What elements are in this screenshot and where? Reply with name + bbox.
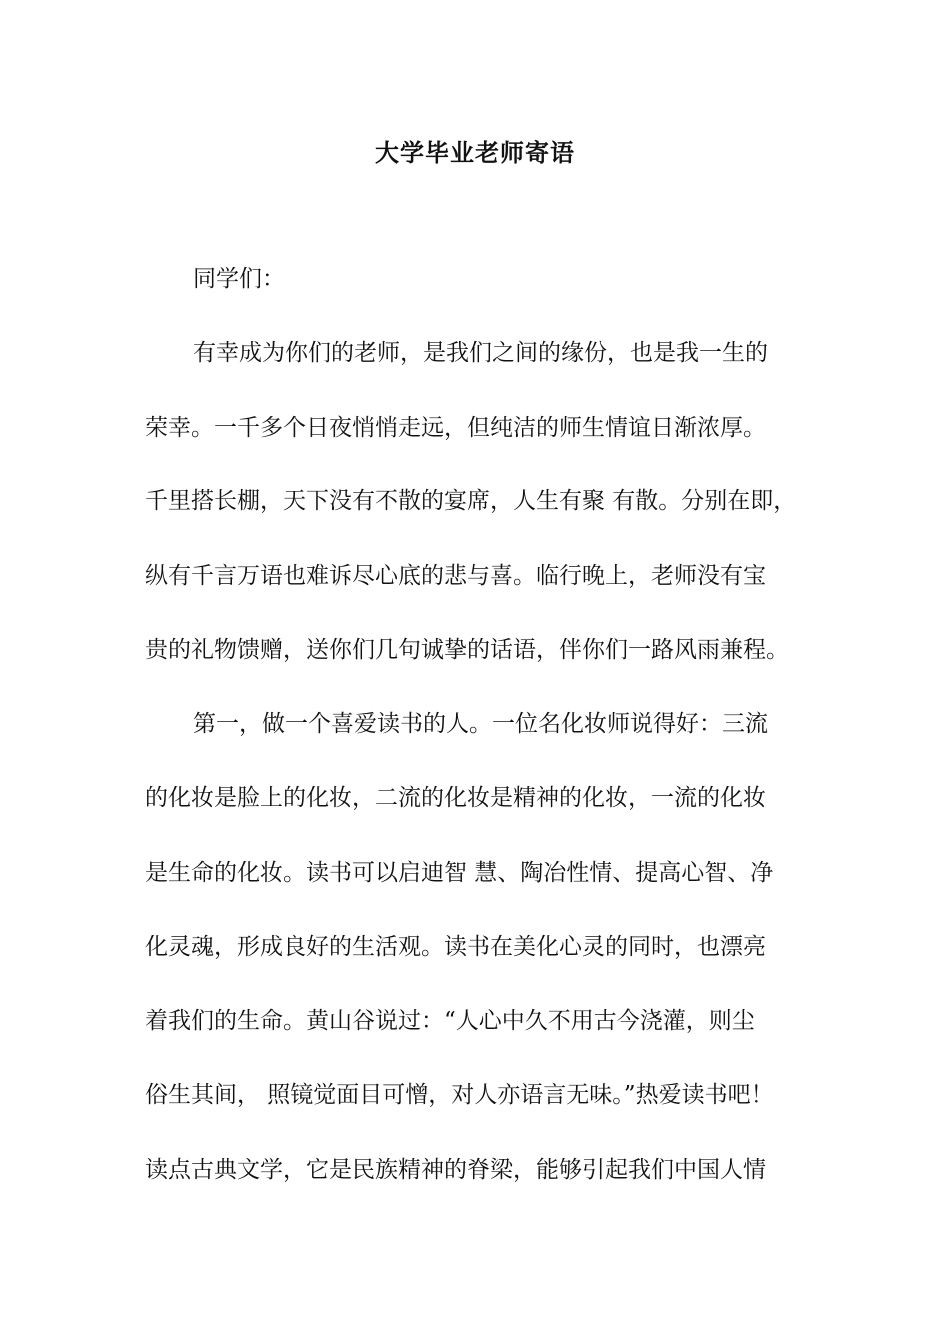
paragraph-2-line-1: 第一，做一个喜爱读书的人。一位名化妆师说得好：三流	[193, 711, 768, 737]
greeting-line: 同学们：	[193, 266, 285, 292]
document-title: 大学毕业老师寄语	[375, 138, 575, 167]
paragraph-1-line-2: 荣幸。一千多个日夜悄悄走远，但纯洁的师生情谊日渐浓厚。	[145, 415, 766, 441]
paragraph-2-line-2: 的化妆是脸上的化妆，二流的化妆是精神的化妆，一流的化妆	[145, 785, 766, 811]
paragraph-1-line-3: 千里搭长棚，天下没有不散的宴席，人生有聚 有散。分别在即，	[145, 488, 797, 514]
paragraph-1-line-4: 纵有千言万语也难诉尽心底的悲与喜。临行晚上，老师没有宝	[145, 563, 766, 589]
paragraph-2-line-6: 俗生其间， 照镜觉面目可憎，对人亦语言无味。”热爱读书吧！	[145, 1082, 774, 1108]
paragraph-1-line-1: 有幸成为你们的老师，是我们之间的缘份，也是我一生的	[193, 340, 768, 366]
paragraph-1-line-5: 贵的礼物馈赠，送你们几句诚挚的话语，伴你们一路风雨兼程。	[145, 637, 789, 663]
paragraph-2-line-3: 是生命的化妆。读书可以启迪智 慧、陶冶性情、提高心智、净	[145, 860, 774, 886]
paragraph-2-line-5: 着我们的生命。黄山谷说过：“人心中久不用古今浇灌，则尘	[145, 1008, 755, 1034]
paragraph-2-line-4: 化灵魂，形成良好的生活观。读书在美化心灵的同时，也漂亮	[145, 934, 766, 960]
paragraph-2-line-7: 读点古典文学，它是民族精神的脊梁，能够引起我们中国人情	[145, 1157, 766, 1183]
